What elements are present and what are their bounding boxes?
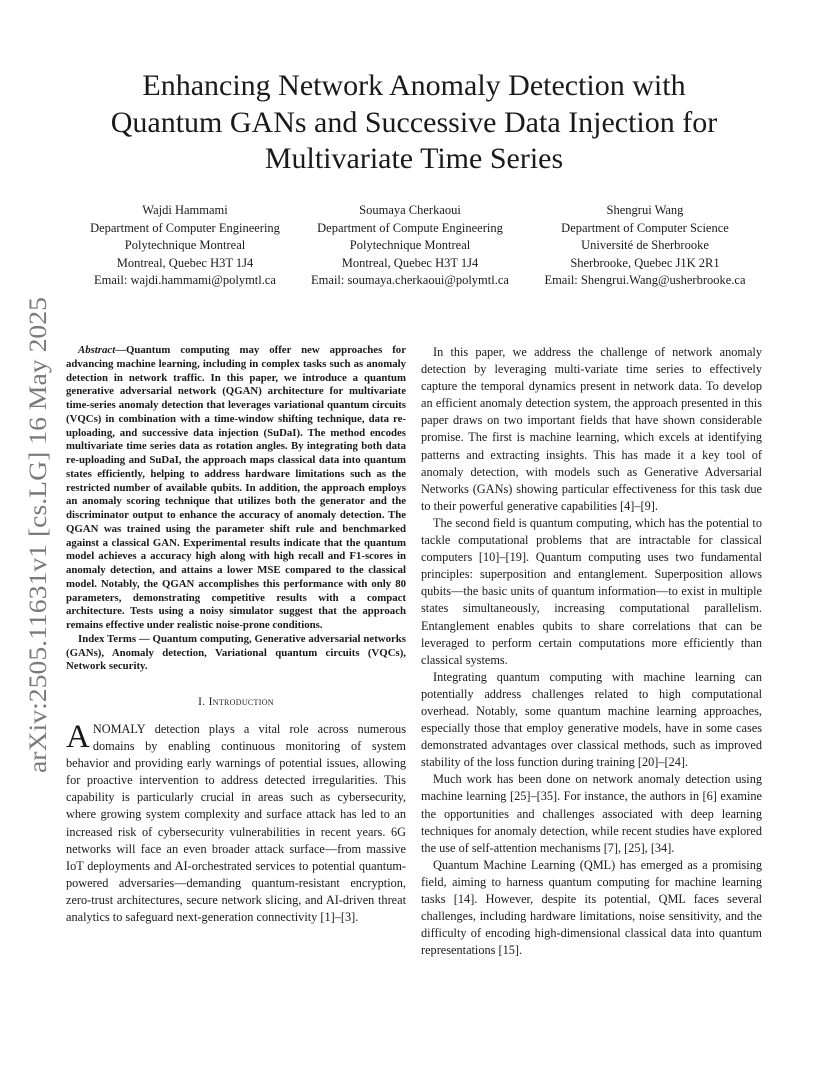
paper-title bbox=[60, 68, 768, 178]
author-address: Montreal, Quebec H3T 1J4 bbox=[341, 255, 479, 270]
drop-cap: A bbox=[66, 719, 90, 755]
author-2 bbox=[295, 202, 525, 290]
abstract bbox=[66, 344, 406, 633]
title-line-1: Enhancing Network Anomaly Detection with bbox=[142, 69, 686, 102]
author-department: Department of Computer Engineering bbox=[90, 220, 280, 235]
section-number: I. bbox=[198, 696, 209, 708]
author-name: Soumaya Cherkaoui bbox=[359, 203, 461, 217]
author-name: Wajdi Hammami bbox=[142, 203, 228, 217]
author-institution: Polytechnique Montreal bbox=[124, 238, 246, 252]
author-1 bbox=[80, 202, 290, 290]
author-institution: Université de Sherbrooke bbox=[581, 238, 709, 252]
author-3 bbox=[530, 202, 760, 290]
author-email[interactable]: Email: soumaya.cherkaoui@polymtl.ca bbox=[311, 273, 509, 287]
intro-paragraph-1 bbox=[66, 721, 406, 926]
title-line-3: Multivariate Time Series bbox=[264, 142, 564, 175]
arxiv-stamp-text: arXiv:2505.11631v1 [cs.LG] 16 May 2025 bbox=[23, 334, 52, 773]
intro-paragraph-1-text: detection plays a vital role across numerous domains by enabling continuous monitoring of system behavior and providing early warnings of potential issues, allowing for proactive intervention to address detected irregularities. This capability is particularly crucial in areas such as cybersecurity, where growing system complexity and surface attack has led to an increased risk of cybersecurity vulnerabilities in recent years. 6G networks will face an even broader attack surface—from massive IoT deployments and AI-orchestrated services to potential quantum-powered adversaries—demanding quantum-resistant encryption, zero-trust architectures, secure network slicing, and AI-driven threat analytics to safeguard next-generation connectivity [1]–[3]. bbox=[66, 722, 406, 925]
intro-smallcaps-word: NOMALY bbox=[92, 722, 146, 736]
abstract-lead: Abstract bbox=[78, 344, 116, 356]
paragraph: The second field is quantum computing, which has the potential to tackle computational problems that are intractable for classical computers [10]–[19]. Quantum computing uses two fundamental principles: superposition and entanglement. Superposition allows qubits—the basic units of quantum information—to exist in multiple states simultaneously, increasing computational parallelism. Entanglement enables qubits to share correlations that can be leveraged to perform certain computations more efficiently than classical systems. bbox=[421, 515, 762, 667]
abstract-text: —Quantum computing may offer new approaches for advancing machine learning, including in complex tasks such as anomaly detection in network traffic. In this paper, we introduce a quantum generative adversarial network (QGAN) architecture for multivariate time-series anomaly detection that leverages variational quantum circuits (VQCs) in combination with a time-window shifting technique, data re-uploading, and successive data injection (SuDaI). The method encodes multivariate time series data as rotation angles. By integrating both data re-uploading and SuDaI, the approach maps classical data into quantum states efficiently, helping to address hardware limitations such as the restricted number of available qubits. In addition, the approach employs an anomaly scoring technique that utilizes both the generator and the discriminator output to enhance the accuracy of anomaly detection. The QGAN was trained using the parameter shift rule and benchmarked against a classical GAN. Experimental results indicate that the quantum model achieves a accuracy high along with high recall and F1-scores in anomaly detection, and attains a lower MSE compared to the classical model. Notably, the QGAN accomplishes this performance with only 80 parameters, demonstrating competitive results with a compact architecture. Tests using a noisy simulator suggest that the approach remains effective under realistic noise-prone conditions. bbox=[66, 344, 406, 631]
author-email[interactable]: Email: Shengrui.Wang@usherbrooke.ca bbox=[544, 273, 746, 287]
author-department: Department of Computer Science bbox=[561, 220, 729, 235]
index-terms: Index Terms — Quantum computing, Generative adversarial networks (GANs), Anomaly detection, Variational quantum circuits (VQCs), Network security. bbox=[66, 632, 406, 673]
paragraph: Much work has been done on network anomaly detection using machine learning [25]–[35]. For instance, the authors in [6] examine the opportunities and challenges associated with deep learning techniques for anomaly detection, while recent studies have explored the use of self-attention mechanisms [7], [25], [34]. bbox=[421, 772, 762, 855]
author-institution: Polytechnique Montreal bbox=[349, 238, 471, 252]
arxiv-stamp bbox=[22, 295, 52, 775]
title-line-2: Quantum GANs and Successive Data Injection for bbox=[110, 105, 718, 139]
paragraph: Quantum Machine Learning (QML) has emerged as a promising field, aiming to harness quantum computing for machine learning tasks [14]. However, despite its potential, QML faces several challenges, including hardware limitations, noise sensitivity, and the difficulty of encoding high-dimensional classical data into quantum representations [15]. bbox=[421, 857, 762, 958]
right-column bbox=[421, 344, 762, 959]
author-address: Sherbrooke, Quebec J1K 2R1 bbox=[570, 255, 720, 270]
paragraph: In this paper, we address the challenge of network anomaly detection by leveraging multi-variate time series to effectively capture the temporal dynamics present in network data. To develop an efficient anomaly detection system, the approach presented in this paper draws on two important fields that have shown considerable promise. The first is machine learning, which excels at identifying patterns and extracting insights. This has made it a key tool of anomaly detection, with models such as Generative Adversarial Networks (GANs) showing particular effectiveness for this task due to their powerful generative capabilities [4]–[9]. bbox=[421, 345, 762, 513]
section-heading-introduction bbox=[66, 696, 406, 708]
paragraph: Integrating quantum computing with machine learning can potentially address challenges related to high computational overhead. Notably, some quantum machine learning approaches, especially those that employ generative models, have in some cases demonstrated advantages over classical methods, such as improved stability of the loss function during training [20]–[24]. bbox=[421, 669, 762, 770]
section-title: Introduction bbox=[208, 696, 274, 708]
author-email[interactable]: Email: wajdi.hammami@polymtl.ca bbox=[94, 273, 276, 287]
author-address: Montreal, Quebec H3T 1J4 bbox=[116, 255, 254, 270]
author-name: Shengrui Wang bbox=[606, 203, 684, 217]
author-department: Department of Compute Engineering bbox=[317, 220, 503, 235]
left-column bbox=[66, 344, 406, 926]
